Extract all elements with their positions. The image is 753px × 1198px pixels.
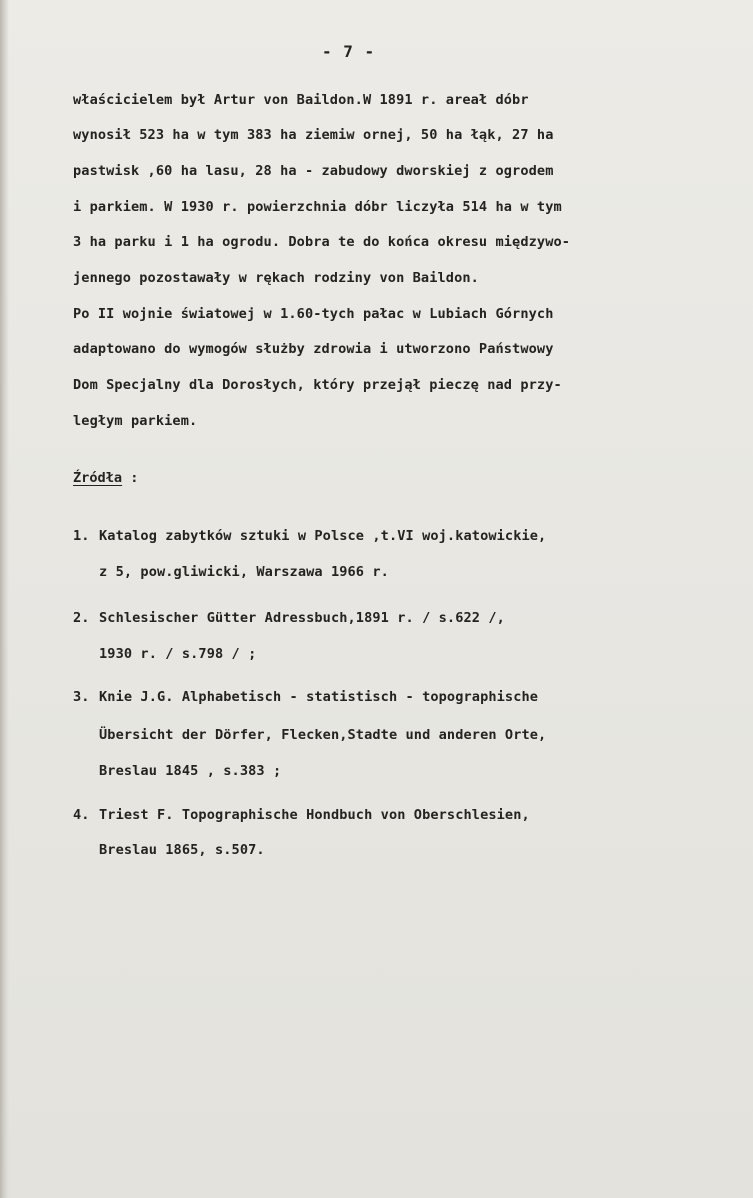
sources-heading-text: Źródła (73, 470, 123, 486)
source-line: 1930 r. / s.798 / ; (99, 646, 257, 662)
source-item (73, 528, 546, 544)
source-line: z 5, pow.gliwicki, Warszawa 1966 r. (99, 564, 389, 580)
source-number: 4. (73, 807, 90, 823)
source-line: Schlesischer Gütter Adressbuch,1891 r. / s.622 /, (99, 610, 505, 626)
page-number: - 7 - (322, 42, 376, 61)
body-line: adaptowano do wymogów służby zdrowia i utworzono Państwowy (73, 341, 554, 357)
body-line: Dom Specjalny dla Dorosłych, który przejął pieczę nad przy- (73, 377, 562, 393)
body-line: ległym parkiem. (73, 413, 198, 429)
body-line: wynosił 523 ha w tym 383 ha ziemiw ornej, 50 ha łąk, 27 ha (73, 127, 554, 143)
source-number: 1. (73, 528, 90, 544)
source-number: 2. (73, 610, 90, 626)
source-line: Knie J.G. Alphabetisch - statistisch - topographische (99, 689, 539, 705)
body-line: i parkiem. W 1930 r. powierzchnia dóbr liczyła 514 ha w tym (73, 199, 562, 215)
source-line: Triest F. Topographische Hondbuch von Oberschlesien, (99, 807, 530, 823)
source-line: Katalog zabytków sztuki w Polsce ,t.VI woj.katowickie, (99, 528, 547, 544)
body-line: 3 ha parku i 1 ha ogrodu. Dobra te do końca okresu międzywo- (73, 234, 571, 250)
body-line: pastwisk ,60 ha lasu, 28 ha - zabudowy dworskiej z ogrodem (73, 163, 554, 179)
source-line: Breslau 1845 , s.383 ; (99, 763, 282, 779)
page-left-edge (0, 0, 9, 1198)
source-item (73, 807, 530, 823)
body-line: właścicielem był Artur von Baildon.W 1891 r. areał dóbr (73, 92, 529, 108)
sources-heading (73, 470, 138, 486)
source-line: Breslau 1865, s.507. (99, 842, 265, 858)
sources-heading-colon: : (122, 470, 139, 486)
source-number: 3. (73, 689, 90, 705)
body-line: Po II wojnie światowej w 1.60-tych pałac w Lubiach Górnych (73, 306, 554, 322)
source-item (73, 689, 538, 705)
body-line: jennego pozostawały w rękach rodziny von Baildon. (73, 270, 479, 286)
source-line: Übersicht der Dörfer, Flecken,Stadte und anderen Orte, (99, 727, 547, 743)
source-item (73, 610, 505, 626)
